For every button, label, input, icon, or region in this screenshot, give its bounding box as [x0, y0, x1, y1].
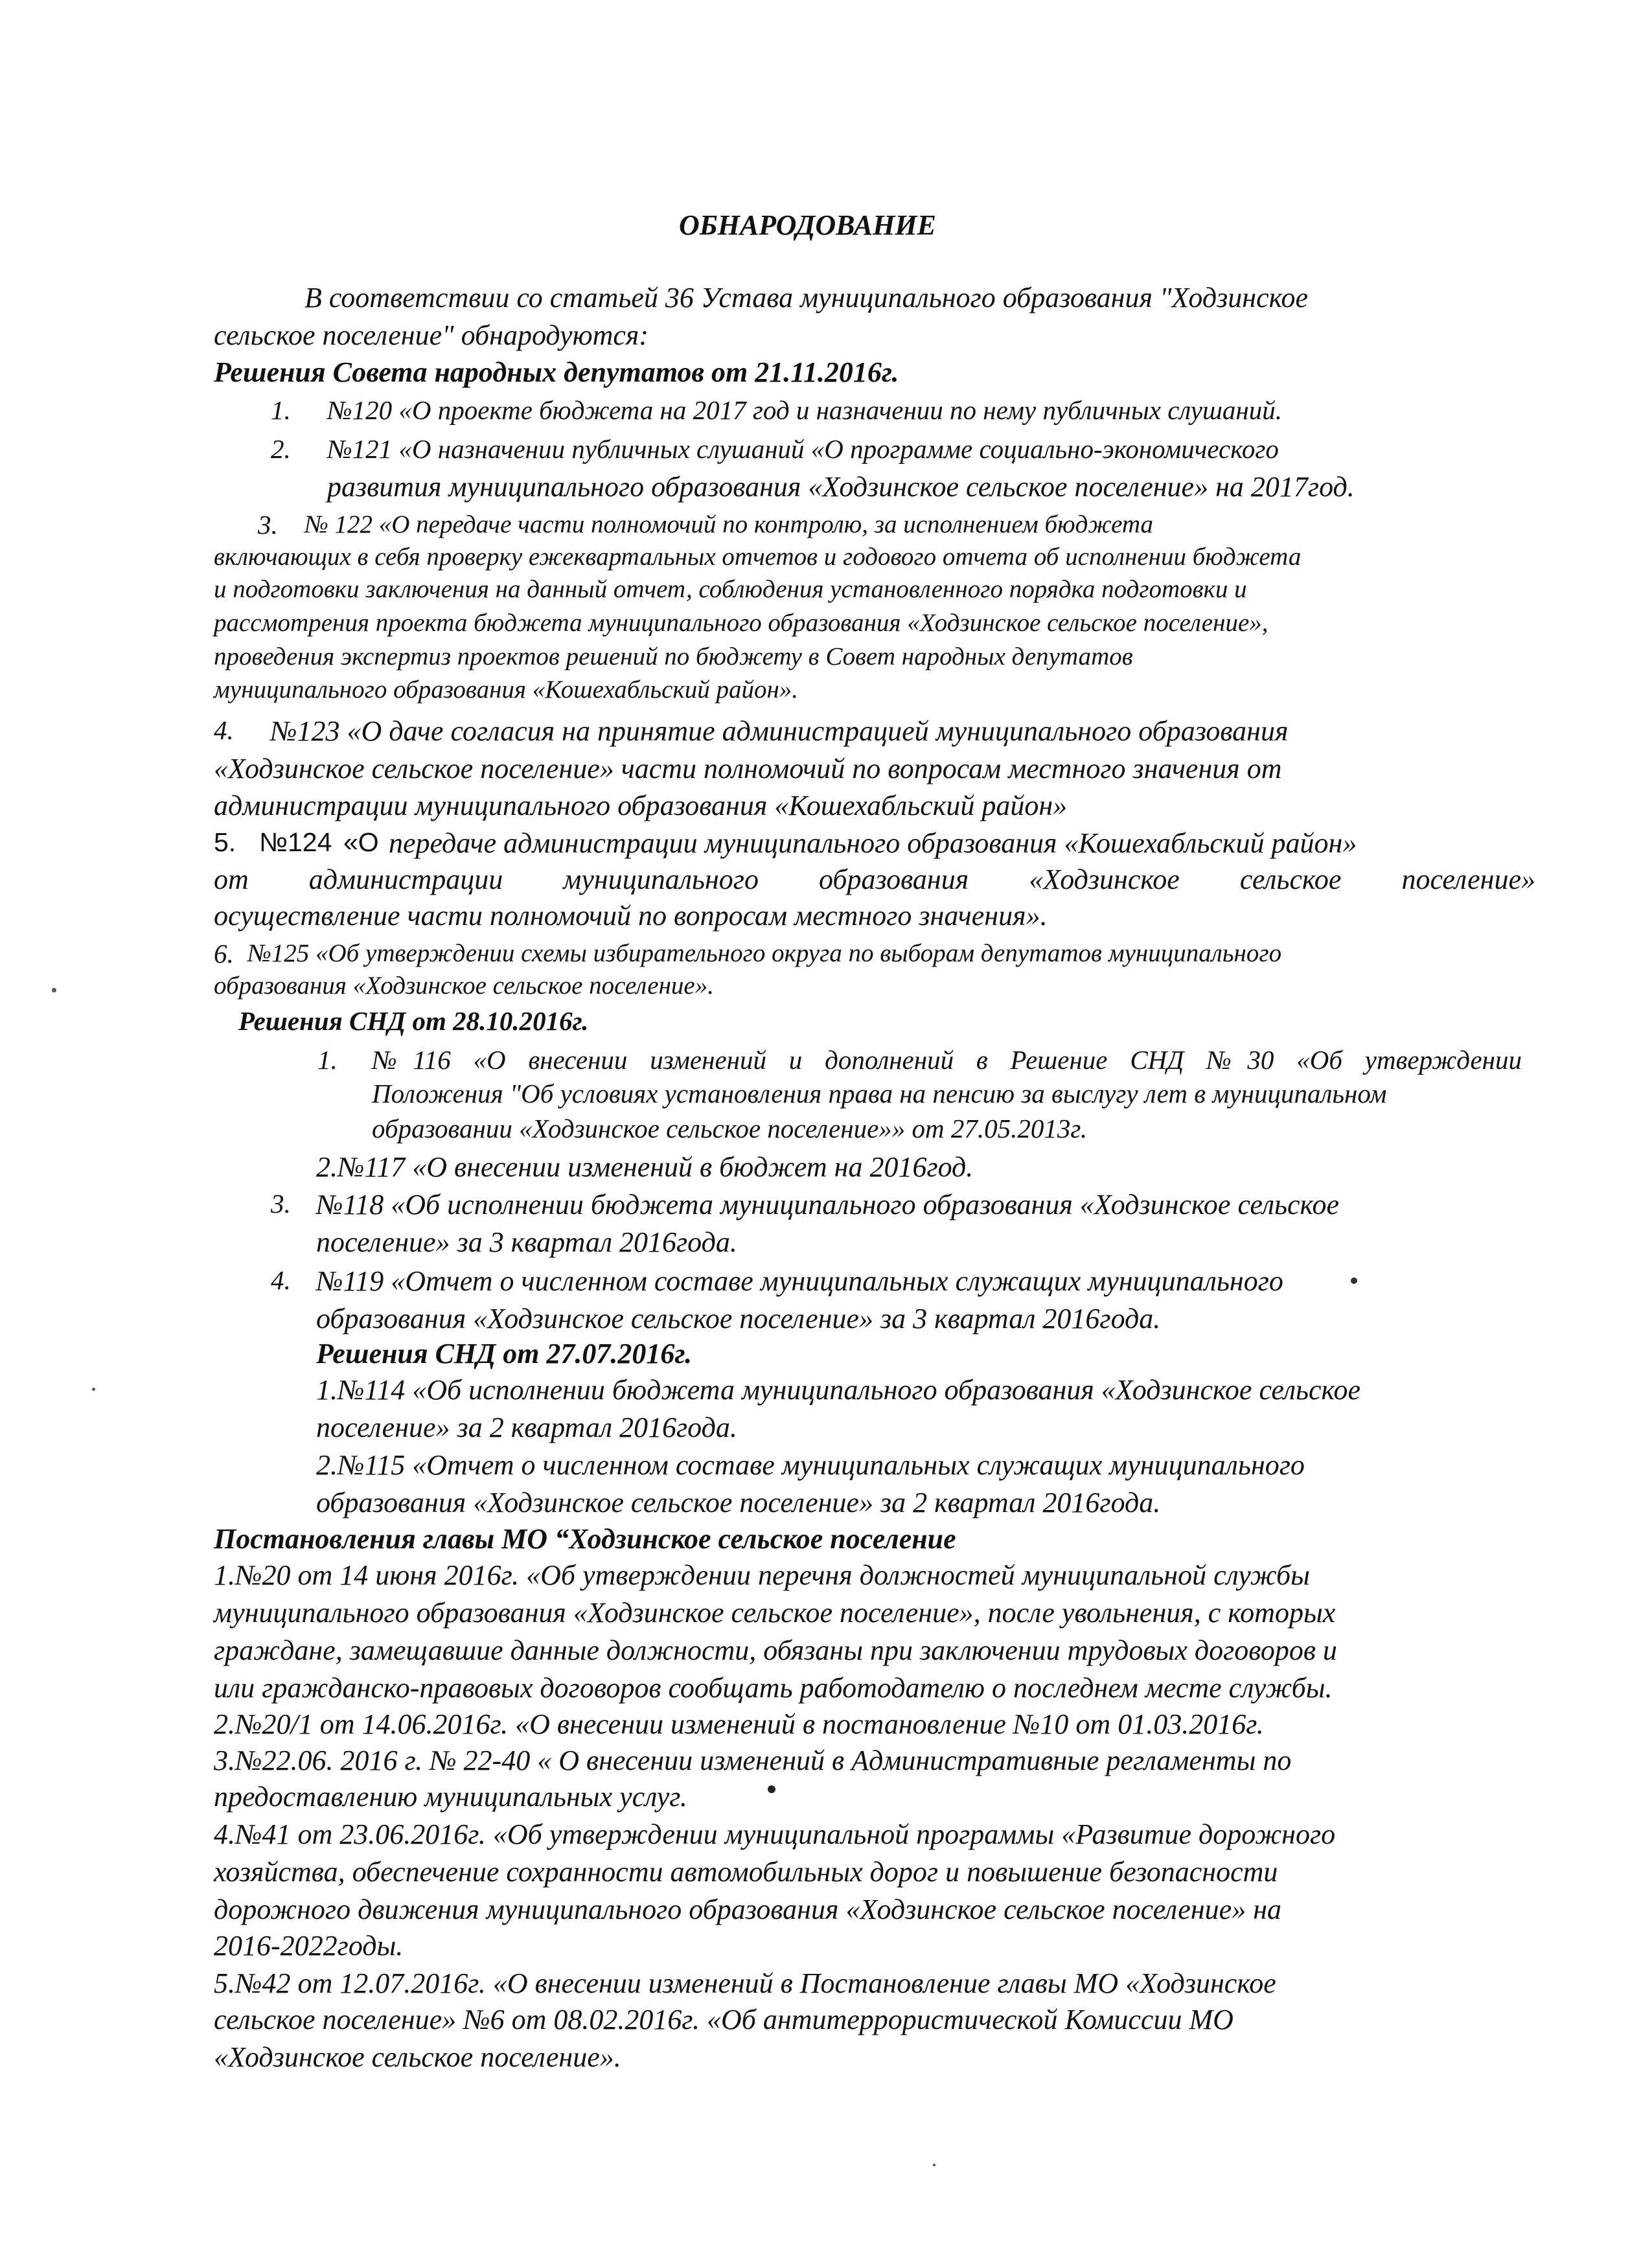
item-line: передаче администрации муниципального образования «Кошехабльский район» [389, 827, 1357, 859]
item-line: осуществление части полномочий по вопросам местного значения». [214, 900, 1048, 932]
item-line: 2016-2022годы. [214, 1930, 404, 1962]
item-line: от администрации муниципального образования «Ходзинское сельское поселение» [214, 864, 1535, 895]
item-line: и подготовки заключения на данный отчет, соблюдения установленного порядка подготовки и [214, 575, 1247, 603]
scan-speck [52, 988, 56, 992]
scan-speck [933, 2164, 935, 2166]
item-line: администрации муниципального образования «Кошехабльский район» [214, 790, 1068, 821]
item-line: поселение» за 2 квартал 2016года. [316, 1412, 737, 1443]
item-line: 3.№22.06. 2016 г. № 22-40 « О внесении изменений в Административные регламенты по [214, 1745, 1292, 1776]
item-line: дорожного движения муниципального образования «Ходзинское сельское поселение» на [214, 1894, 1282, 1925]
item-number: 4. [214, 715, 234, 745]
item-line: №121 «О назначении публичных слушаний «О программе социально-экономического [327, 434, 1279, 464]
item-number: 6. [214, 939, 234, 968]
page-title: ОБНАРОДОВАНИЕ [679, 209, 936, 241]
item-line: №118 «Об исполнении бюджета муниципального образования «Ходзинское сельское [316, 1189, 1339, 1220]
item-line: 4.№41 от 23.06.2016г. «Об утверждении муниципальной программы «Развитие дорожного [214, 1818, 1336, 1850]
section-heading-snd-28-10-2016: Решения СНД от 28.10.2016г. [238, 1006, 589, 1036]
scan-speck [768, 1785, 775, 1793]
item-number: 1. [317, 1045, 338, 1075]
item-line: муниципального образования «Ходзинское сельское поселение», после увольнения, с которых [214, 1597, 1336, 1629]
item-line: 2.№115 «Отчет о численном составе муниципальных служащих муниципального [316, 1449, 1305, 1481]
item-line: образования «Ходзинское сельское поселение». [214, 972, 714, 1000]
item-line: образования «Ходзинское сельское поселение» за 3 квартал 2016года. [316, 1303, 1161, 1334]
item-number: 3. [271, 1189, 291, 1219]
item-line: 5.№42 от 12.07.2016г. «О внесении изменений в Постановление главы МО «Ходзинское [214, 1967, 1276, 1999]
section-heading-resolutions: Постановления главы МО “Ходзинское сельское поселение [214, 1523, 956, 1555]
item-number: 1. [271, 395, 291, 425]
item-quote: «О [343, 827, 379, 857]
item-line: «Ходзинское сельское поселение». [214, 2041, 621, 2073]
item-line: №125 «Об утверждении схемы избирательного округа по выборам депутатов муниципального [247, 939, 1282, 967]
item-line: поселение» за 3 квартал 2016года. [316, 1226, 737, 1258]
item-line: рассмотрения проекта бюджета муниципального образования «Ходзинское сельское поселение», [214, 609, 1268, 637]
item-number: 5. [214, 827, 236, 857]
item-line: муниципального образования «Кошехабльский район». [214, 676, 799, 704]
item-line: включающих в себя проверку ежеквартальных отчетов и годового отчета об исполнении бюджета [214, 543, 1302, 571]
item-number: 4. [271, 1265, 291, 1295]
item-line: образовании «Ходзинское сельское поселение»» от 27.05.2013г. [372, 1114, 1088, 1143]
item-line: №120 «О проекте бюджета на 2017 год и назначении по нему публичных слушаний. [327, 395, 1282, 425]
item-line: № 122 «О передаче части полномочий по контролю, за исполнением бюджета [304, 510, 1154, 538]
item-line: №123 «О даче согласия на принятие администрацией муниципального образования [270, 715, 1289, 747]
item-line: Положения "Об условиях установления права на пенсию за выслугу лет в муниципальном [372, 1079, 1387, 1108]
item-line: граждане, замещавшие данные должности, обязаны при заключении трудовых договоров и [214, 1634, 1337, 1666]
item-line: развития муниципального образования «Ходзинское сельское поселение» на 2017год. [327, 471, 1355, 503]
scan-speck [92, 1388, 95, 1391]
section-heading-snd-27-07-2016: Решения СНД от 27.07.2016г. [316, 1338, 693, 1369]
item-line: «Ходзинское сельское поселение» части полномочий по вопросам местного значения от [214, 753, 1282, 785]
item-number: 3. [258, 510, 278, 540]
scan-speck [1351, 1277, 1357, 1284]
item-line: №116 «О внесении изменений и дополнений в Решение СНД №30 «Об утверждении [372, 1045, 1522, 1075]
item-number: 2. [271, 434, 291, 464]
item-line: предоставлению муниципальных услуг. [214, 1781, 687, 1813]
intro-line: В соответствии со статьей 36 Устава муниципального образования "Ходзинское [304, 282, 1309, 314]
item-line: 1.№20 от 14 июня 2016г. «Об утверждении перечня должностей муниципальной службы [214, 1559, 1310, 1591]
item-number-sign: №124 [259, 827, 332, 857]
item-line: проведения экспертиз проектов решений по бюджету в Совет народных депутатов [214, 643, 1133, 670]
item-line: 1.№114 «Об исполнении бюджета муниципального образования «Ходзинское сельское [316, 1374, 1360, 1406]
item-line: образования «Ходзинское сельское поселение» за 2 квартал 2016года. [316, 1487, 1161, 1518]
intro-line: сельское поселение" обнародуются: [214, 319, 649, 351]
item-line: или гражданско-правовых договоров сообщать работодателю о последнем месте службы. [214, 1672, 1333, 1704]
section-heading-council-21-11-2016: Решения Совета народных депутатов от 21.11.2016г. [214, 356, 899, 388]
item-line: сельское поселение» №6 от 08.02.2016г. «Об антитеррористической Комиссии МО [214, 2004, 1233, 2035]
item-line: 2.№117 «О внесении изменений в бюджет на 2016год. [316, 1151, 974, 1183]
item-line: хозяйства, обеспечение сохранности автомобильных дорог и повышение безопасности [214, 1856, 1278, 1888]
item-line: №119 «Отчет о численном составе муниципальных служащих муниципального [316, 1265, 1283, 1297]
item-line: 2.№20/1 от 14.06.2016г. «О внесении изменений в постановление №10 от 01.03.2016г. [214, 1708, 1264, 1740]
